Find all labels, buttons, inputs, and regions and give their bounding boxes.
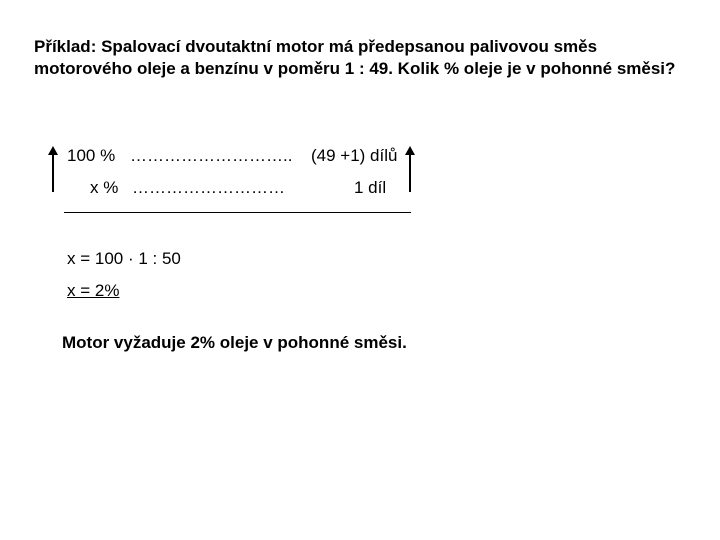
problem-label: Příklad:: [34, 37, 97, 56]
calculation-step2: x = 2%: [67, 281, 120, 300]
proportion-row1-right: (49 +1) dílů: [311, 146, 398, 165]
arrow-up-right-icon: [404, 146, 416, 192]
proportion-row2-left: x %: [90, 178, 119, 197]
proportion-row2-right: 1 díl: [354, 178, 387, 197]
problem-statement: [34, 36, 684, 80]
calculation-step1: x = 100 · 1 : 50: [67, 249, 181, 268]
proportion-row2-dots: ………………………: [132, 178, 285, 197]
proportion-row1-left: 100 %: [67, 146, 116, 165]
divider-line: [64, 212, 411, 213]
problem-text: Spalovací dvoutaktní motor má předepsanou palivovou směs motorového oleje a benzínu v poměru 1 : 49. Kolik % oleje je v pohonné směsi?: [34, 37, 676, 78]
arrow-up-left-icon: [47, 146, 59, 192]
conclusion-text: Motor vyžaduje 2% oleje v pohonné směsi.: [62, 333, 407, 352]
proportion-row1-dots: ………………………..: [130, 146, 293, 165]
